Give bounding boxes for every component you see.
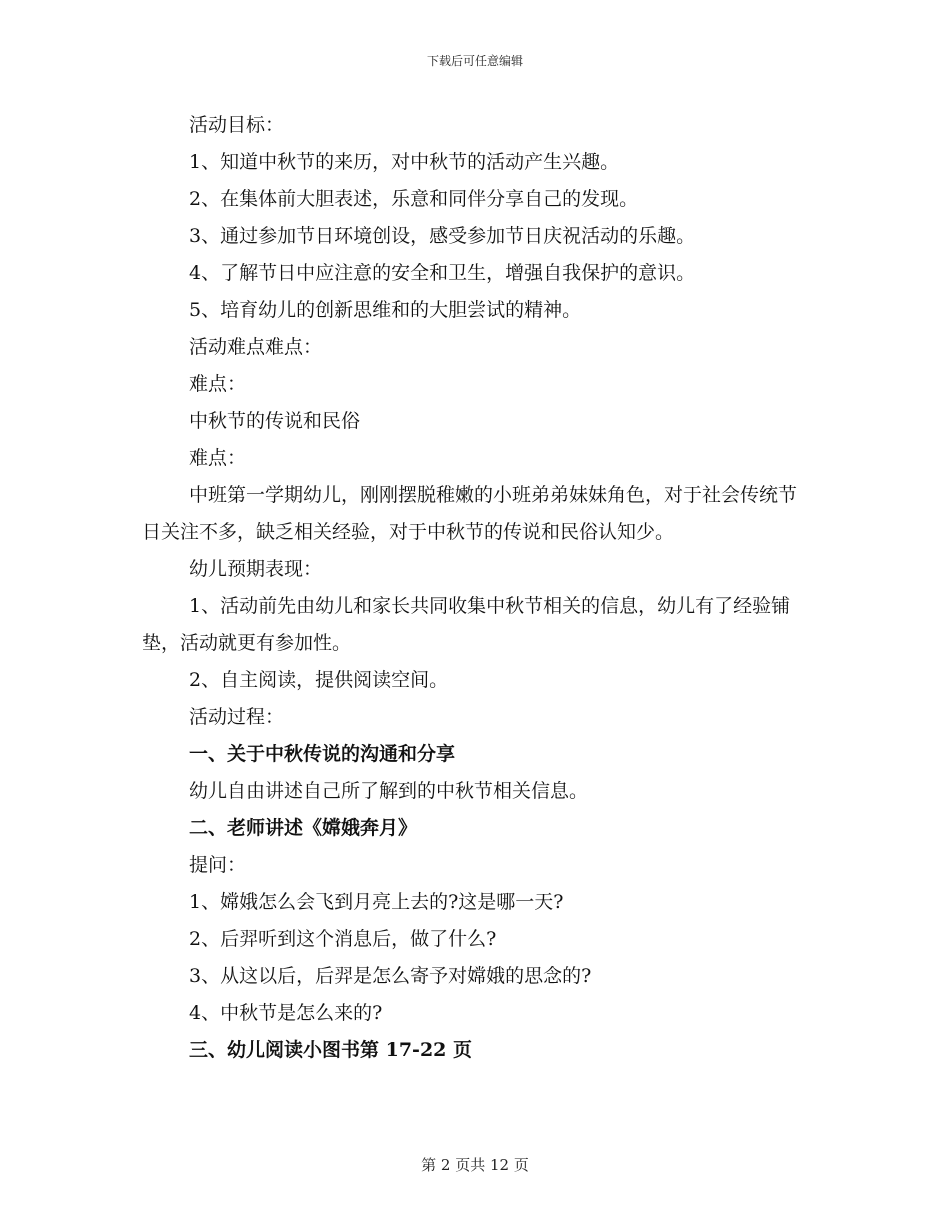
section-label-expectations: 幼儿预期表现： <box>189 558 323 580</box>
page-footer: 第 2 页共 12 页 <box>421 1156 529 1174</box>
list-item: 5、培育幼儿的创新思维和的大胆尝试的精神。 <box>189 299 582 321</box>
sub-label: 难点： <box>189 447 247 469</box>
section-heading: 一、关于中秋传说的沟通和分享 <box>189 743 456 765</box>
section-label-process: 活动过程： <box>189 706 285 728</box>
section-label-goals: 活动目标： <box>189 114 285 136</box>
list-item: 2、在集体前大胆表述，乐意和同伴分享自己的发现。 <box>189 188 639 210</box>
paragraph: 中班第一学期幼儿，刚刚摆脱稚嫩的小班弟弟妹妹角色，对于社会传统节日关注不多，缺乏相关经验，对于中秋节的传说和民俗认知少。 <box>142 484 798 543</box>
document-body <box>142 107 810 1069</box>
paragraph: 幼儿自由讲述自己所了解到的中秋节相关信息。 <box>189 780 589 802</box>
list-item: 3、从这以后，后羿是怎么寄予对嫦娥的思念的? <box>189 965 592 987</box>
list-item: 1、嫦娥怎么会飞到月亮上去的?这是哪一天? <box>189 891 564 913</box>
paragraph: 中秋节的传说和民俗 <box>189 410 361 432</box>
list-item: 2、后羿听到这个消息后，做了什么? <box>189 928 497 950</box>
sub-label: 难点： <box>189 373 247 395</box>
page-header: 下载后可任意编辑 <box>426 54 523 68</box>
list-item: 4、中秋节是怎么来的? <box>189 1002 383 1024</box>
list-item: 1、知道中秋节的来历，对中秋节的活动产生兴趣。 <box>189 151 620 173</box>
list-item: 3、通过参加节日环境创设，感受参加节日庆祝活动的乐趣。 <box>189 225 696 247</box>
list-item: 2、自主阅读，提供阅读空间。 <box>189 669 449 691</box>
sub-label: 提问： <box>189 854 247 876</box>
section-heading: 三、幼儿阅读小图书第 17-22 页 <box>189 1039 472 1061</box>
section-heading: 二、老师讲述《嫦娥奔月》 <box>189 817 418 839</box>
section-label-difficulty: 活动难点难点： <box>189 336 323 358</box>
list-item: 1、活动前先由幼儿和家长共同收集中秋节相关的信息，幼儿有了经验铺垫，活动就更有参加性。 <box>142 595 791 654</box>
list-item: 4、了解节日中应注意的安全和卫生，增强自我保护的意识。 <box>189 262 696 284</box>
